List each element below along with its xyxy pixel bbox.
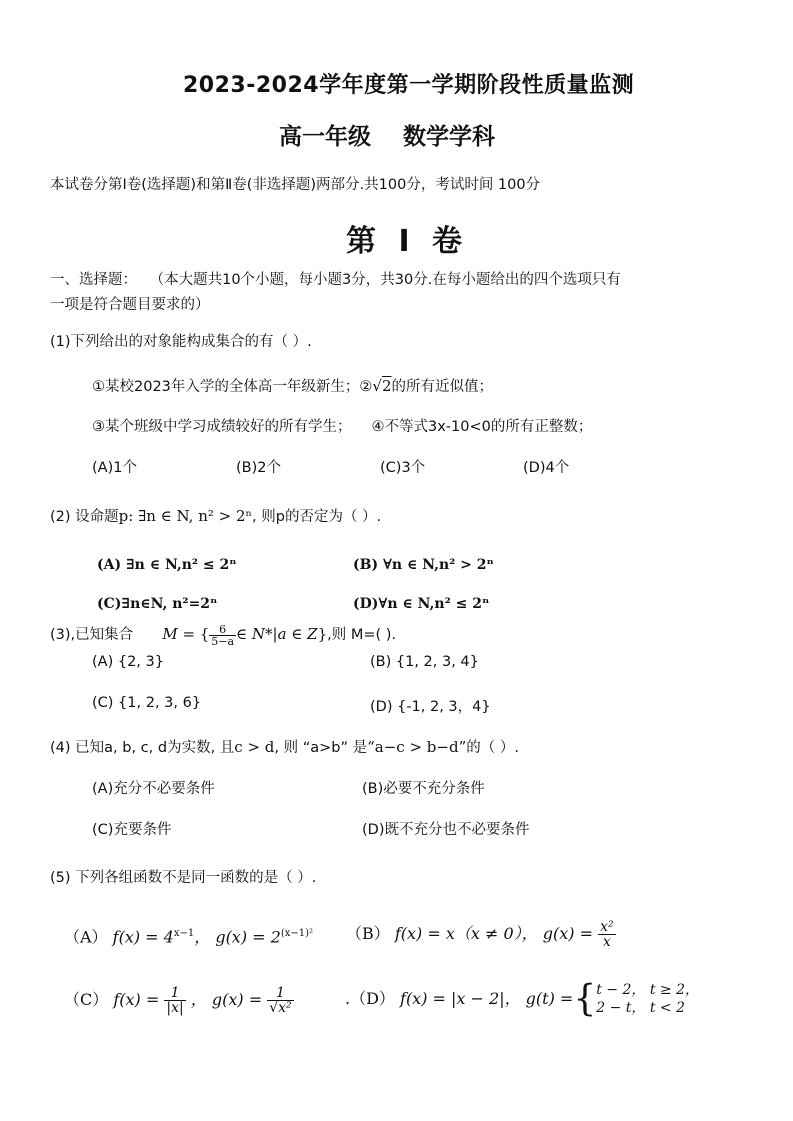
q5-option-c-g-den: √x²	[269, 1000, 292, 1016]
q5-option-d-label: .（D）	[345, 989, 395, 1008]
q5-option-b-den: x	[602, 934, 611, 950]
q4-option-d[interactable]: (D)既不充分也不必要条件	[362, 822, 530, 838]
q5-option-a-label: （A）	[64, 927, 108, 947]
q5-option-a-f: f(x) = 4	[112, 927, 174, 947]
q5-option-a-g-exp: (x−1)²	[280, 928, 314, 939]
q4-stem-prefix: (4) 已知a, b, c, d为实数, 且	[50, 740, 235, 756]
grade-label: 高一年级	[279, 124, 371, 150]
q3-option-b[interactable]: (B) {1, 2, 3, 4}	[370, 654, 479, 670]
q5-option-b-num: x²	[600, 919, 614, 935]
q3-option-d[interactable]: (D) {-1, 2, 3，4}	[370, 699, 491, 715]
q5-option-d-case2: 2 − t， t < 2	[596, 999, 686, 1016]
q5-option-c-f-fraction	[164, 986, 185, 1015]
q1-items-row1	[92, 375, 493, 396]
q5-option-c-g: ， g(x) =	[190, 990, 263, 1009]
q5-option-a-f-exp: x−1	[173, 928, 195, 939]
q5-option-c-f: f(x) =	[113, 990, 160, 1009]
exam-intro: 本试卷分第Ⅰ卷(选择题)和第Ⅱ卷(非选择题)两部分.共100分，考试时间 100分	[50, 177, 541, 193]
q5-option-b-fraction	[598, 920, 616, 949]
q1-stem: (1)下列给出的对象能构成集合的有（ ）.	[50, 334, 312, 350]
q1-items-row2	[92, 415, 592, 436]
q1-option-d[interactable]: (D)4个	[523, 460, 570, 476]
q5-option-c-g-num: 1	[267, 986, 293, 1001]
volume-heading: 第 Ⅰ 卷	[346, 224, 469, 259]
q3-stem-prefix: (3),已知集合	[50, 627, 134, 643]
q5-option-d-cases	[596, 982, 699, 1017]
q5-option-d-case1: t − 2， t ≥ 2，	[596, 982, 700, 998]
q5-option-b[interactable]	[346, 912, 616, 956]
q1-item2-suffix: 的所有近似值；	[391, 379, 494, 395]
q1-option-a[interactable]: (A)1个	[92, 460, 137, 476]
q4-stem-middle: , 则 “a>b” 是	[274, 740, 368, 756]
q3-set-rest: ∈ N*|a ∈ Z	[236, 625, 318, 643]
q3-brace-open: {	[199, 625, 210, 643]
q5-option-a[interactable]	[64, 924, 313, 947]
q1-item2-prefix: ②	[359, 379, 373, 395]
q3-brace-close: }	[317, 625, 328, 643]
q5-option-c-label: （C）	[64, 990, 109, 1009]
section-desc-line1: （本大题共10个小题，每小题3分，共30分.在每小题给出的四个选项只有	[149, 272, 621, 288]
q1-item4: ④不等式3x-10<0的所有正整数；	[371, 419, 593, 435]
q2-stem-prefix: (2) 设命题	[50, 509, 119, 525]
q1-option-b[interactable]: (B)2个	[236, 460, 281, 476]
q3-stem	[50, 620, 396, 648]
section-title: 一、选择题：	[50, 272, 137, 288]
q5-option-c[interactable]	[64, 978, 294, 1022]
q4-option-b[interactable]: (B)必要不充分条件	[362, 781, 485, 797]
q3-set-lhs: M =	[162, 625, 196, 643]
q5-option-c-g-fraction	[267, 986, 293, 1015]
section-heading	[50, 268, 621, 289]
q2-option-c[interactable]: (C)∃n∈N, n²=2ⁿ	[97, 596, 218, 612]
subject-label: 数学学科	[403, 124, 495, 150]
q2-stem-suffix: , 则p的否定为（ ）.	[252, 509, 382, 525]
q1-item3: ③某个班级中学习成绩较好的所有学生；	[92, 419, 352, 435]
q3-fraction	[209, 624, 236, 647]
q1-option-c[interactable]: (C)3个	[380, 460, 426, 476]
q2-option-d[interactable]: (D)∀n ∈ N,n² ≤ 2ⁿ	[353, 596, 490, 612]
exam-title: 2023-2024学年度第一学期阶段性质量监测	[183, 73, 635, 98]
q2-stem-math: p: ∃n ∈ N, n² > 2ⁿ	[118, 507, 253, 525]
q3-option-c[interactable]: (C) {1, 2, 3, 6}	[92, 695, 202, 711]
q2-option-a[interactable]: (A) ∃n ∈ N,n² ≤ 2ⁿ	[97, 557, 237, 573]
q2-stem	[50, 505, 381, 526]
q4-quoted-inequality: “a−c > b−d”	[367, 738, 467, 756]
q2-option-b[interactable]: (B) ∀n ∈ N,n² > 2ⁿ	[353, 557, 494, 573]
q1-item2-radicand: 2	[381, 377, 392, 395]
q5-option-b-f: f(x) = x（x ≠ 0）， g(x) =	[394, 924, 594, 943]
section-desc-line2: 一项是符合题目要求的）	[50, 297, 210, 313]
q5-option-b-label: （B）	[346, 924, 390, 943]
q5-option-d-f: f(x) = |x − 2|， g(t) =	[400, 989, 574, 1008]
q4-stem-suffix: 的（ ）.	[466, 740, 519, 756]
q5-option-d[interactable]	[345, 974, 699, 1024]
q5-option-d-brace: {	[573, 978, 597, 1020]
q3-frac-den: 5−a	[211, 634, 235, 648]
q3-stem-suffix: ,则 M=( ).	[327, 627, 397, 643]
q4-stem	[50, 736, 519, 757]
q5-option-a-g: ， g(x) = 2	[194, 927, 281, 947]
q4-condition: c > d	[234, 738, 275, 756]
q5-stem: (5) 下列各组函数不是同一函数的是（ ）.	[50, 870, 317, 886]
q4-option-c[interactable]: (C)充要条件	[92, 822, 172, 838]
q4-option-a[interactable]: (A)充分不必要条件	[92, 781, 215, 797]
q5-option-c-f-den: |x|	[166, 1000, 184, 1016]
q1-item1: ①某校2023年入学的全体高一年级新生；	[92, 379, 360, 395]
q5-option-c-f-num: 1	[164, 986, 185, 1001]
q3-frac-num: 6	[209, 624, 236, 636]
q3-option-a[interactable]: (A) {2, 3}	[92, 654, 164, 670]
q1-item2-sqrt: √2	[372, 377, 392, 395]
